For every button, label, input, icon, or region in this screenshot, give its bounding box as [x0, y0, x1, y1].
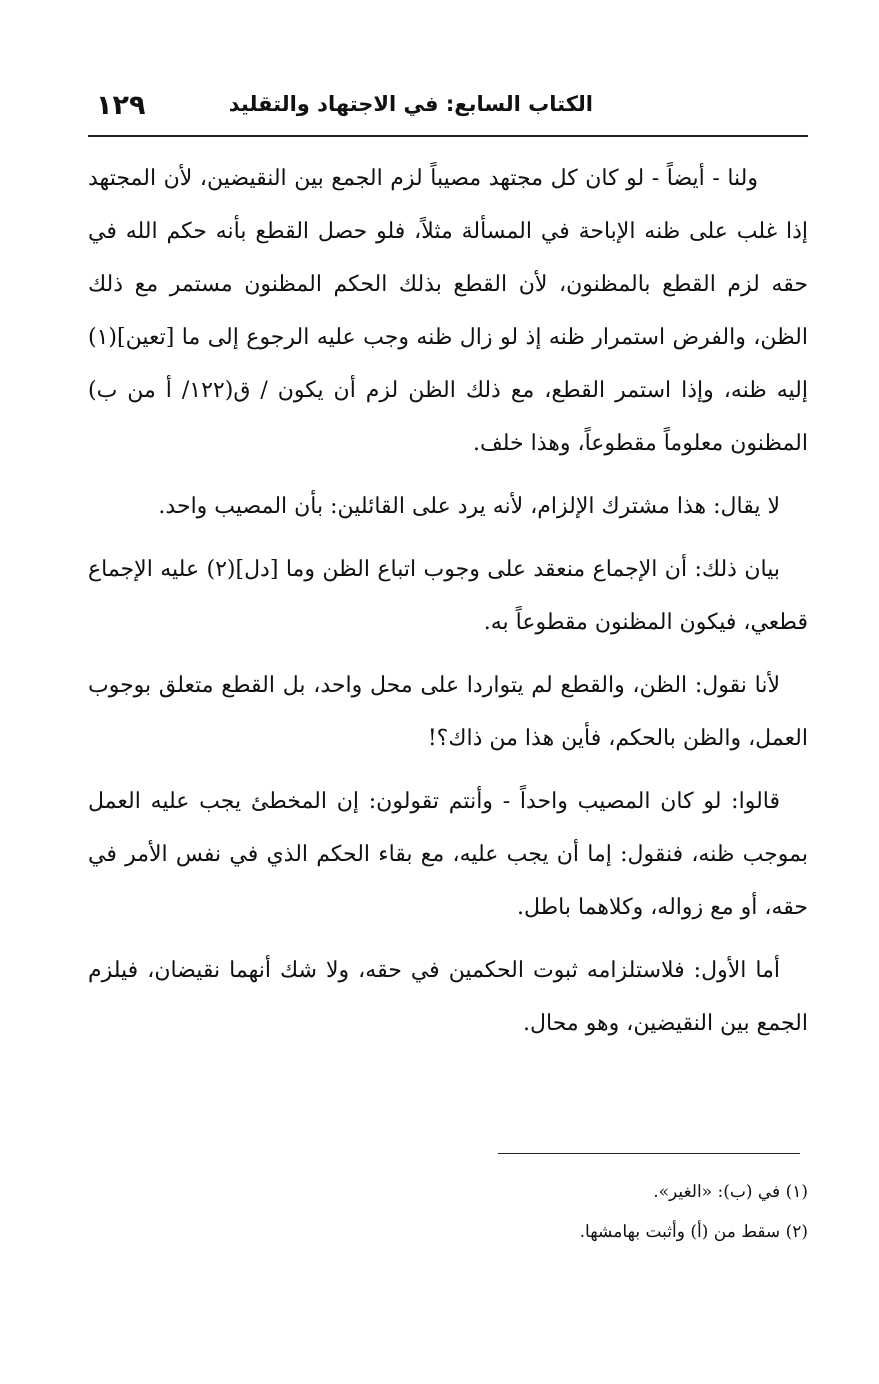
header-divider	[88, 135, 808, 137]
page-number: ١٢٩	[96, 90, 146, 121]
running-header	[88, 90, 808, 130]
paragraph: لأنا نقول: الظن، والقطع لم يتواردا على محل واحد، بل القطع متعلق بوجوب العمل، والظن بالحكم، فأين هذا من ذاك؟!	[88, 673, 808, 751]
paragraph: قالوا: لو كان المصيب واحداً - وأنتم تقولون: إن المخطئ يجب عليه العمل بموجب ظنه، فنقول: إما أن يجب عليه، مع بقاء الحكم الذي في نفس الأمر في حقه، أو مع زواله، وكلاهما باطل.	[88, 789, 808, 920]
footnote-divider	[498, 1153, 800, 1154]
paragraph: لا يقال: هذا مشترك الإلزام، لأنه يرد على القائلين: بأن المصيب واحد.	[158, 494, 780, 519]
header-title: الكتاب السابع: في الاجتهاد والتقليد	[228, 92, 593, 116]
footnotes	[88, 1172, 808, 1252]
paragraph: أما الأول: فلاستلزامه ثبوت الحكمين في حقه، ولا شك أنهما نقيضان، فيلزم الجمع بين النقيضين، وهو محال.	[88, 958, 808, 1036]
footnote: (١) في (ب): «الغير».	[653, 1182, 808, 1202]
footnote: (٢) سقط من (أ) وأثبت بهامشها.	[579, 1222, 808, 1242]
paragraph: بيان ذلك: أن الإجماع منعقد على وجوب اتباع الظن وما [دل](٢) عليه الإجماع قطعي، فيكون المظنون مقطوعاً به.	[88, 557, 808, 635]
paragraph: ولنا - أيضاً - لو كان كل مجتهد مصيباً لزم الجمع بين النقيضين، لأن المجتهد إذا غلب على ظنه الإباحة في المسألة مثلاً، فلو حصل القطع بأنه حكم الله في حقه لزم القطع بالمظنون، لأن القطع بذلك الحكم المظنون مستمر مع ذلك الظن، والفرض استمرار ظنه إذ لو زال ظنه وجب عليه الرجوع إلى ما [تعين](١) إليه ظنه، وإذا استمر القطع، مع ذلك الظن لزم أن يكون / ق(١٢٢/ أ من ب) المظنون معلوماً مقطوعاً، وهذا خلف.	[88, 166, 808, 456]
main-text	[88, 152, 808, 1060]
